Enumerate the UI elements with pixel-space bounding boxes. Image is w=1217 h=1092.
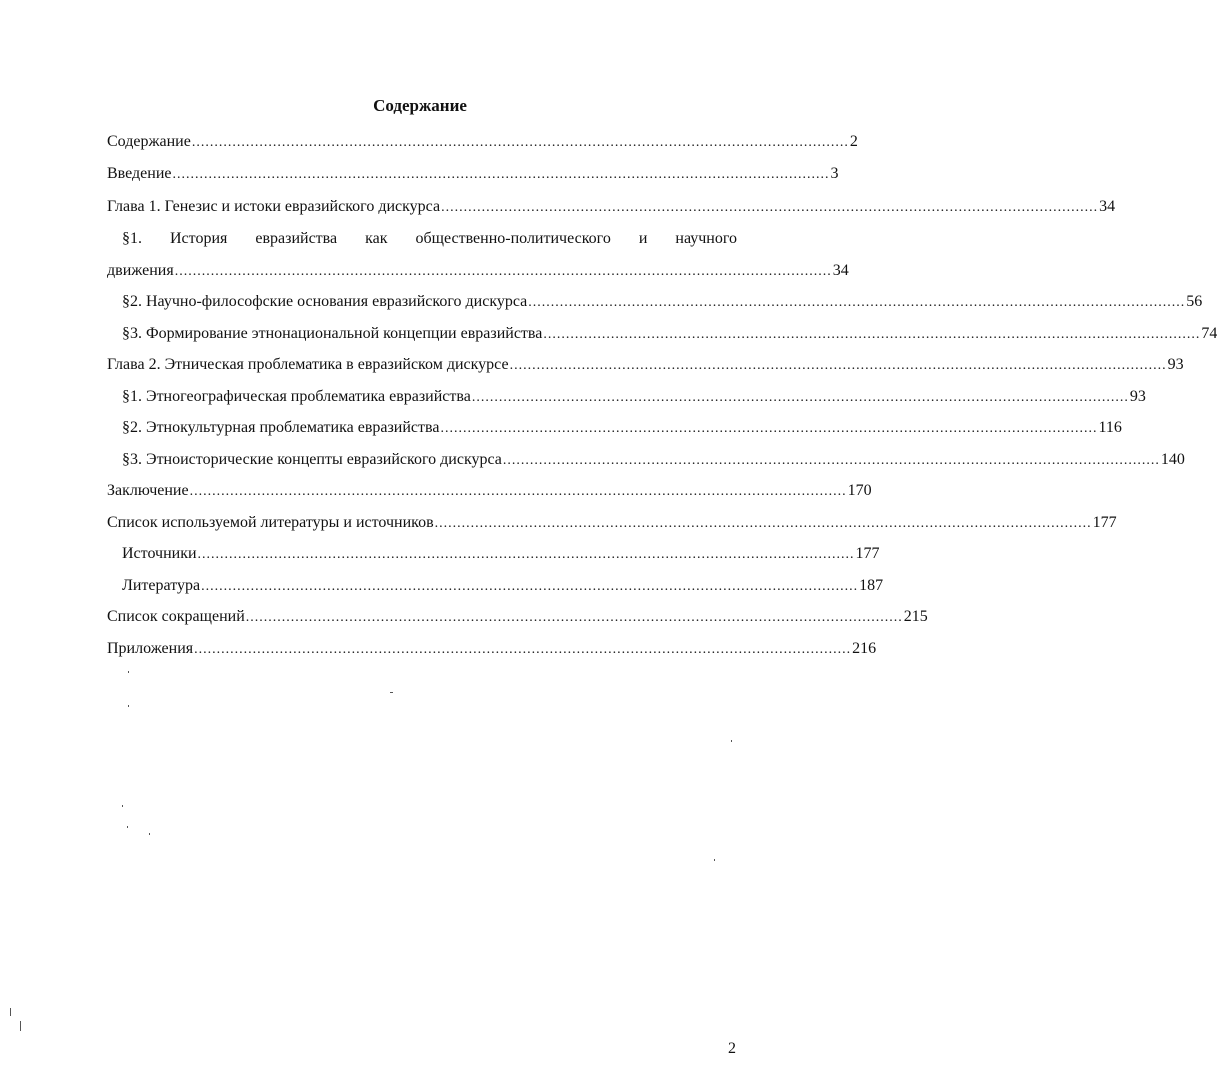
toc-entry-label: движения — [107, 262, 174, 279]
toc-entry-label: §2. Научно-философские основания евразийского дискурса — [122, 293, 528, 310]
toc-entry-word: евразийства — [255, 230, 338, 247]
toc-entry-page: 216 — [852, 640, 877, 657]
toc-entry-page: 93 — [1167, 356, 1184, 373]
toc-entry-literature[interactable] — [122, 576, 884, 597]
toc-entry-label: Глава 1. Генезис и истоки евразийского дискурса — [107, 198, 441, 215]
toc-entry-page: 93 — [1129, 388, 1146, 405]
toc-entry-label: Источники — [122, 545, 197, 562]
toc-entry-page: 116 — [1098, 419, 1122, 436]
toc-entry-label: Приложения — [107, 640, 194, 657]
toc-entry-label: Литература — [122, 577, 201, 594]
toc-entry-2-3[interactable] — [122, 450, 1185, 471]
scan-speck — [714, 859, 715, 861]
dot-leader: .................................................................................................................................................. — [189, 484, 847, 499]
page-title: Содержание — [373, 96, 467, 115]
toc-entry-label: Список используемой литературы и источников — [107, 514, 434, 531]
toc-entry-contents[interactable] — [107, 132, 858, 153]
toc-entry-page: 3 — [830, 165, 839, 182]
scan-speck — [390, 692, 393, 693]
toc-entry-page: 177 — [855, 545, 880, 562]
toc-entry-page: 170 — [847, 482, 872, 499]
scan-speck — [731, 740, 732, 742]
toc-entry-chapter-1[interactable] — [107, 197, 1116, 218]
toc-entry-word: и — [638, 230, 648, 247]
toc-entry-label: Введение — [107, 165, 172, 182]
scan-speck — [127, 826, 128, 828]
dot-leader: .................................................................................................................................................. — [197, 547, 855, 562]
toc-entry-label: Заключение — [107, 482, 189, 499]
toc-entry-label: Содержание — [107, 133, 191, 150]
dot-leader: .................................................................................................................................................. — [172, 167, 830, 182]
toc-entry-label: §3. Этноисторические концепты евразийского дискурса — [122, 451, 502, 468]
toc-entry-label: Список сокращений — [107, 608, 245, 625]
toc-entry-page: 215 — [903, 608, 928, 625]
dot-leader: .................................................................................................................................................. — [441, 200, 1099, 215]
toc-entry-conclusion[interactable] — [107, 481, 872, 502]
dot-leader: .................................................................................................................................................. — [471, 390, 1129, 405]
toc-entry-word: научного — [675, 230, 737, 247]
toc-entry-bibliography[interactable] — [107, 513, 1117, 534]
toc-entry-word: общественно-политического — [415, 230, 611, 247]
dot-leader: .................................................................................................................................................. — [502, 453, 1160, 468]
toc-entry-page: 140 — [1160, 451, 1185, 468]
toc-entry-1-1[interactable] — [107, 261, 849, 282]
toc-entry-abbreviations[interactable] — [107, 607, 928, 628]
toc-entry-appendices[interactable] — [107, 639, 877, 660]
toc-entry-page: 74 — [1201, 325, 1217, 342]
dot-leader: .................................................................................................................................................. — [245, 610, 903, 625]
scan-speck — [128, 671, 129, 673]
toc-entry-introduction[interactable] — [107, 164, 839, 185]
toc-entry-page: 34 — [832, 262, 849, 279]
scan-speck — [20, 1021, 21, 1031]
toc-entry-1-3[interactable] — [122, 324, 1217, 345]
toc-entry-1-1-line1[interactable] — [122, 229, 737, 249]
dot-leader: .................................................................................................................................................. — [440, 421, 1098, 436]
dot-leader: .................................................................................................................................................. — [174, 264, 832, 279]
dot-leader: .................................................................................................................................................. — [201, 579, 859, 594]
toc-entry-page: 56 — [1186, 293, 1203, 310]
toc-entry-page: 177 — [1092, 514, 1117, 531]
toc-entry-chapter-2[interactable] — [107, 355, 1184, 376]
toc-entry-label: §2. Этнокультурная проблематика евразийства — [122, 419, 440, 436]
dot-leader: .................................................................................................................................................. — [543, 327, 1201, 342]
dot-leader: .................................................................................................................................................. — [528, 295, 1186, 310]
toc-entry-sources[interactable] — [122, 544, 880, 565]
toc-entry-2-1[interactable] — [122, 387, 1146, 408]
toc-entry-word: §1. — [122, 230, 142, 247]
toc-entry-label: §3. Формирование этнонациональной концепции евразийства — [122, 325, 543, 342]
toc-entry-2-2[interactable] — [122, 418, 1122, 439]
toc-entry-page: 187 — [859, 577, 884, 594]
toc-entry-label: §1. Этногеографическая проблематика евразийства — [122, 388, 471, 405]
page-number: 2 — [728, 1040, 736, 1057]
toc-entry-page: 2 — [849, 133, 858, 150]
toc-entry-1-2[interactable] — [122, 292, 1203, 313]
toc-entry-label: Глава 2. Этническая проблематика в евразийском дискурсе — [107, 356, 509, 373]
scan-speck — [10, 1008, 11, 1016]
toc-entry-word: История — [170, 230, 228, 247]
toc-entry-word: как — [365, 230, 388, 247]
dot-leader: .................................................................................................................................................. — [434, 516, 1092, 531]
toc-entry-page: 34 — [1099, 198, 1116, 215]
scan-speck — [128, 705, 129, 707]
dot-leader: .................................................................................................................................................. — [194, 642, 852, 657]
dot-leader: .................................................................................................................................................. — [509, 358, 1167, 373]
scan-speck — [149, 833, 150, 835]
scan-speck — [122, 805, 123, 807]
dot-leader: .................................................................................................................................................. — [191, 135, 849, 150]
